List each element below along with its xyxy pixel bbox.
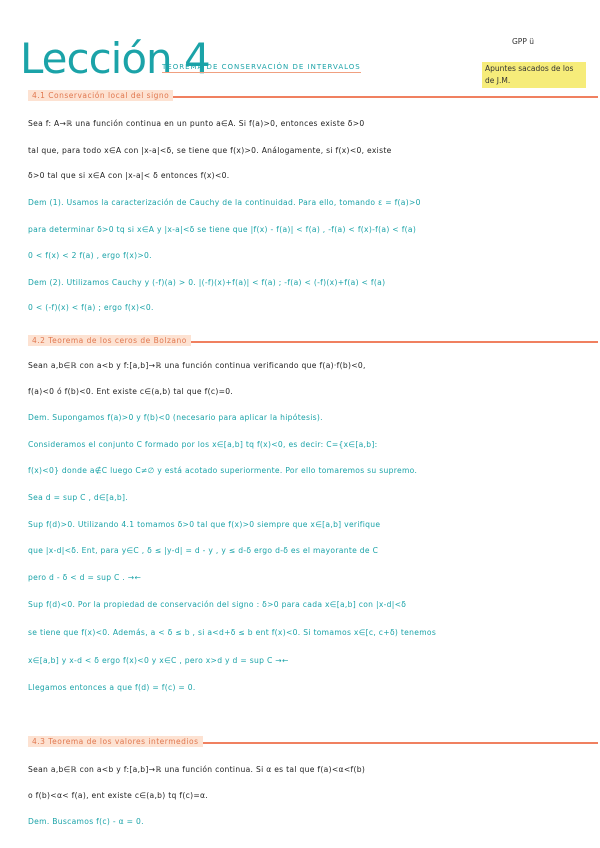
text-line: Sean a,b∈ℝ con a<b y f:[a,b]→ℝ una función continua. Si α es tal que f(a)<α<f(b) (28, 765, 366, 774)
text-line: Sea d = sup C , d∈[a,b]. (28, 493, 128, 502)
lesson-title: Lección 4 (20, 34, 210, 83)
text-line: Sup f(d)<0. Por la propiedad de conservación del signo : δ>0 para cada x∈[a,b] con |x-d|<δ (28, 600, 407, 609)
text-line: Dem (2). Utilizamos Cauchy y (-f)(a) > 0. |(-f)(x)+f(a)| < f(a) ; -f(a) < (-f)(x)+f(a) < f(a) (28, 278, 386, 287)
course-label: GPP ü (512, 37, 534, 46)
text-line: f(a)<0 ó f(b)<0. Ent existe c∈(a,b) tal que f(c)=0. (28, 387, 234, 396)
text-line: Dem (1). Usamos la caracterización de Cauchy de la continuidad. Para ello, tomando ε = f(a)>0 (28, 198, 421, 207)
section-heading: 4.3 Teorema de los valores intermedios (28, 736, 203, 747)
text-line: Sup f(d)>0. Utilizando 4.1 tomamos δ>0 tal que f(x)>0 siempre que x∈[a,b] verifique (28, 520, 381, 529)
text-line: f(x)<0} donde a∉C luego C≠∅ y está acotado superiormente. Por ello tomaremos su supremo. (28, 466, 418, 475)
text-line: Consideramos el conjunto C formado por los x∈[a,b] tq f(x)<0, es decir: C={x∈[a,b]: (28, 440, 378, 449)
text-line: Dem. Buscamos f(c) - α = 0. (28, 817, 144, 826)
text-line: δ>0 tal que si x∈A con |x-a|< δ entonces f(x)<0. (28, 171, 230, 180)
text-line: o f(b)<α< f(a), ent existe c∈(a,b) tq f(c)=α. (28, 791, 209, 800)
text-line: 0 < (-f)(x) < f(a) ; ergo f(x)<0. (28, 303, 154, 312)
text-line: que |x-d|<δ. Ent, para y∈C , δ ≤ |y-d| = d - y , y ≤ d-δ ergo d-δ es el mayorante de C (28, 546, 379, 555)
text-line: 0 < f(x) < 2 f(a) , ergo f(x)>0. (28, 251, 152, 260)
text-line: para determinar δ>0 tq si x∈A y |x-a|<δ se tiene que |f(x) - f(a)| < f(a) , -f(a) < f(x)-f(a) < f(a) (28, 225, 417, 234)
text-line: se tiene que f(x)<0. Además, a < δ ≤ b , si a<d+δ ≤ b ent f(x)<0. Si tomamos x∈[c, c+δ) tenemos (28, 628, 437, 637)
text-line: Sean a,b∈ℝ con a<b y f:[a,b]→ℝ una función continua verificando que f(a)·f(b)<0, (28, 361, 366, 370)
text-line: tal que, para todo x∈A con |x-a|<δ, se tiene que f(x)>0. Análogamente, si f(x)<0, existe (28, 146, 392, 155)
text-line: Llegamos entonces a que f(d) = f(c) = 0. (28, 683, 196, 692)
section-heading: 4.1 Conservación local del signo (28, 90, 173, 101)
text-line: x∈[a,b] y x-d < δ ergo f(x)<0 y x∈C , pero x>d y d = sup C →← (28, 656, 289, 665)
section-heading: 4.2 Teorema de los ceros de Bolzano (28, 335, 191, 346)
text-line: Sea f: A→ℝ una función continua en un punto a∈A. Si f(a)>0, entonces existe δ>0 (28, 119, 365, 128)
text-line: pero d - δ < d = sup C . →← (28, 573, 142, 582)
text-line: Dem. Supongamos f(a)>0 y f(b)<0 (necesario para aplicar la hipótesis). (28, 413, 323, 422)
lesson-subtitle: TEOREMA DE CONSERVACIÓN DE INTERVALOS (162, 63, 361, 71)
source-note: Apuntes sacados de los de J.M. (482, 62, 586, 88)
